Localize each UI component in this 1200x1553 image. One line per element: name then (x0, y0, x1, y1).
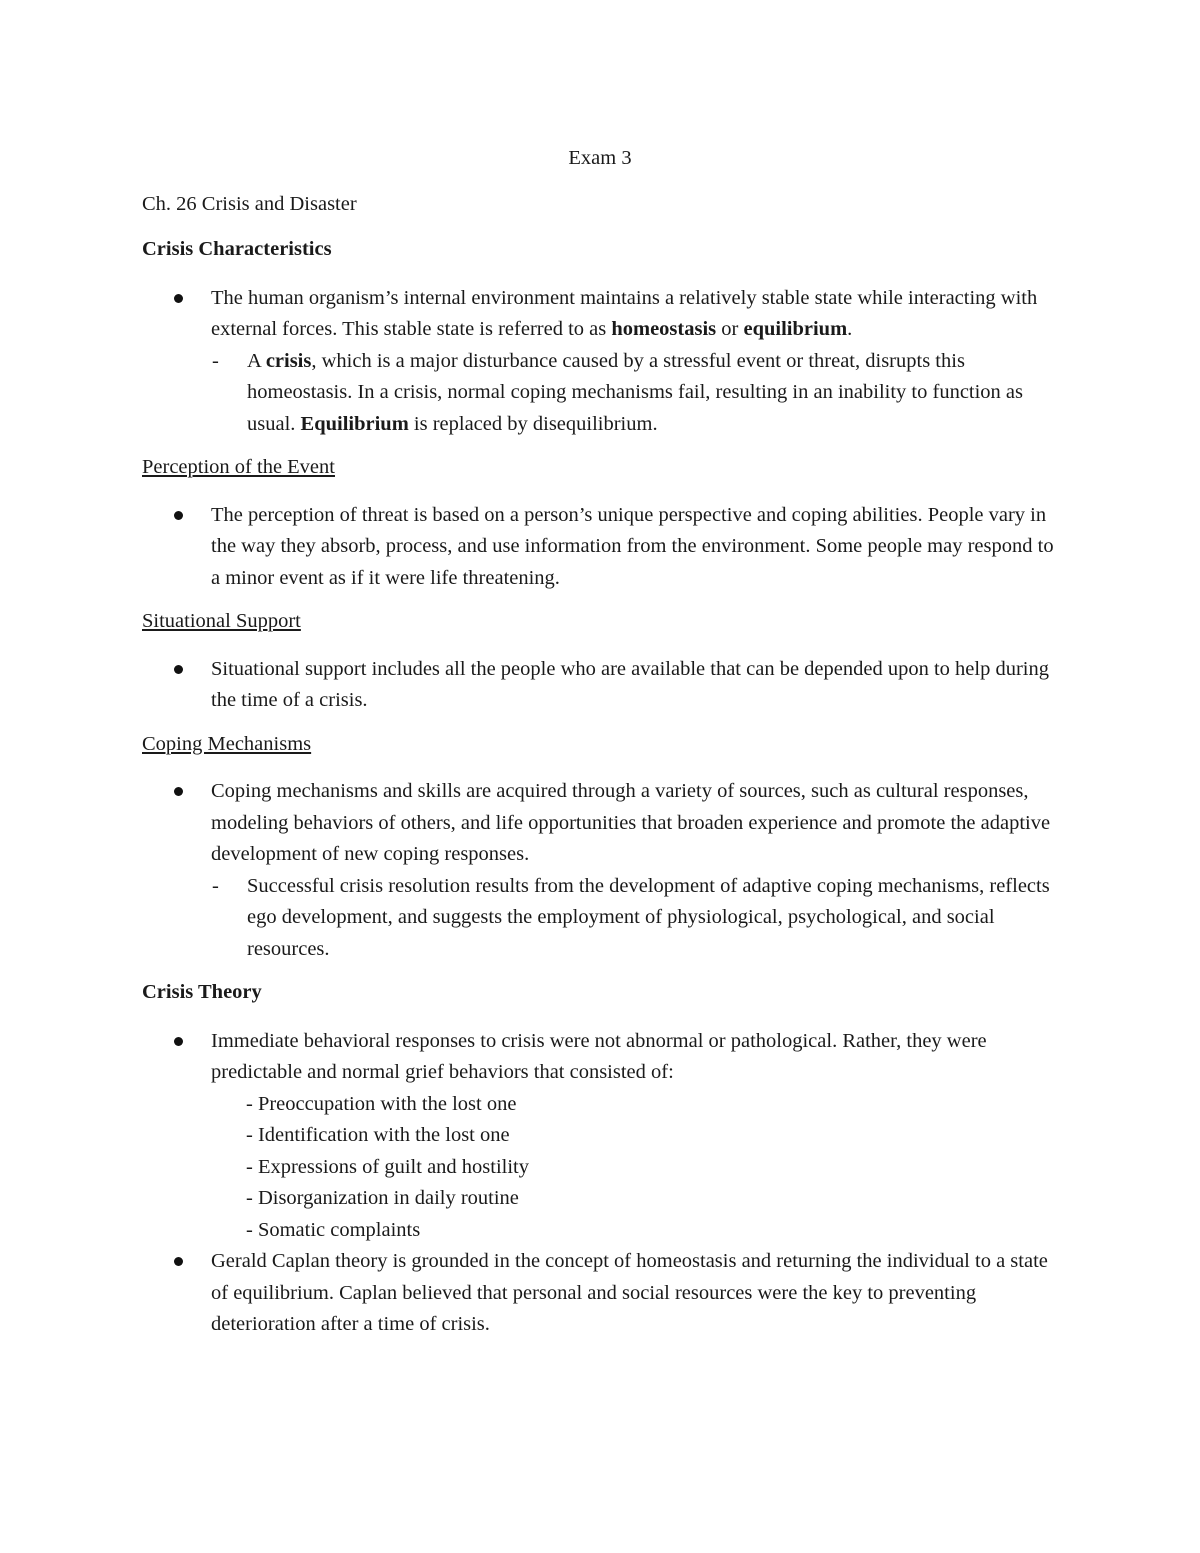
bullet-text-part: . (847, 318, 853, 340)
bold-term-equilibrium-2: Equilibrium (300, 412, 409, 435)
sub-bullet-text: Successful crisis resolution results from the development of adaptive coping mechanisms, reflects ego development, and suggests the employment of physiological, psychological, and social resources. (247, 874, 1050, 960)
dash-marker: - (212, 349, 219, 372)
section-situational-support (142, 654, 1062, 717)
dash-marker: - (212, 874, 219, 897)
list-item: - Disorganization in daily routine (246, 1187, 519, 1209)
bullet-item (142, 654, 1062, 717)
sub-bullet-text-part: is replaced by disequilibrium. (408, 412, 658, 435)
bullet-text: Situational support includes all the people who are available that can be depended upon to help during the time of a crisis. (211, 657, 1049, 711)
section-coping-mechanisms (142, 776, 1062, 965)
bullet-icon (174, 511, 183, 520)
bullet-icon (174, 665, 183, 674)
bold-term-equilibrium: equilibrium (743, 318, 848, 340)
heading-situational-support: Situational Support (142, 610, 301, 632)
bullet-icon (174, 294, 183, 303)
sub-bullet-item (142, 871, 1062, 966)
bullet-item (142, 500, 1062, 595)
heading-crisis-theory: Crisis Theory (142, 981, 262, 1003)
list-item: - Somatic complaints (246, 1218, 421, 1241)
sub-bullet-text-part: A (247, 349, 266, 372)
bullet-text-part: The human organism’s internal environment maintains a relatively stable state while interacting with external forces. This stable state is referred to as (211, 286, 1038, 340)
bullet-text: Gerald Caplan theory is grounded in the concept of homeostasis and returning the individual to a state of equilibrium. Caplan believed that personal and social resources were the key to preventing deterioration after a time of crisis. (211, 1250, 1048, 1335)
bullet-text: The perception of threat is based on a person’s unique perspective and coping abilities. People vary in the way they absorb, process, and use information from the environment. Some people may respond to a minor event as if it were life threatening. (211, 503, 1054, 589)
section-crisis-characteristics (142, 283, 1062, 441)
sub-bullet-item (142, 346, 1062, 441)
bullet-icon (174, 1037, 183, 1046)
heading-coping-mechanisms: Coping Mechanisms (142, 732, 312, 755)
document-title: Exam 3 (568, 147, 632, 169)
bullet-icon (174, 787, 183, 796)
list-item: - Expressions of guilt and hostility (246, 1155, 529, 1178)
bullet-text: Immediate behavioral responses to crisis were not abnormal or pathological. Rather, they were predictable and normal grief behaviors that consisted of: (211, 1029, 987, 1083)
bullet-item (142, 1026, 1062, 1089)
bold-term-crisis: crisis (265, 349, 312, 372)
bullet-text: Coping mechanisms and skills are acquired through a variety of sources, such as cultural responses, modeling behaviors of others, and life opportunities that broaden experience and promote the adaptive development of new coping responses. (211, 780, 1051, 865)
document-body (142, 143, 1062, 1353)
list-item: - Preoccupation with the lost one (246, 1092, 517, 1115)
bold-term-homeostasis: homeostasis (611, 318, 717, 340)
list-item: - Identification with the lost one (246, 1124, 510, 1146)
bullet-item (142, 283, 1062, 346)
sub-bullet-text-part: , which is a major disturbance caused by a stressful event or threat, disrupts this homeostasis. In a crisis, normal coping mechanisms fail, resulting in an inability to function as usual. (247, 349, 1024, 435)
bullet-item (142, 776, 1062, 871)
bullet-icon (174, 1257, 183, 1266)
section-perception (142, 500, 1062, 595)
heading-perception: Perception of the Event (142, 456, 335, 478)
heading-crisis-characteristics: Crisis Characteristics (142, 238, 332, 260)
section-crisis-theory (142, 1026, 1062, 1341)
bullet-item (142, 1246, 1062, 1341)
bullet-text-part: or (716, 318, 744, 340)
chapter-title: Ch. 26 Crisis and Disaster (142, 192, 357, 215)
